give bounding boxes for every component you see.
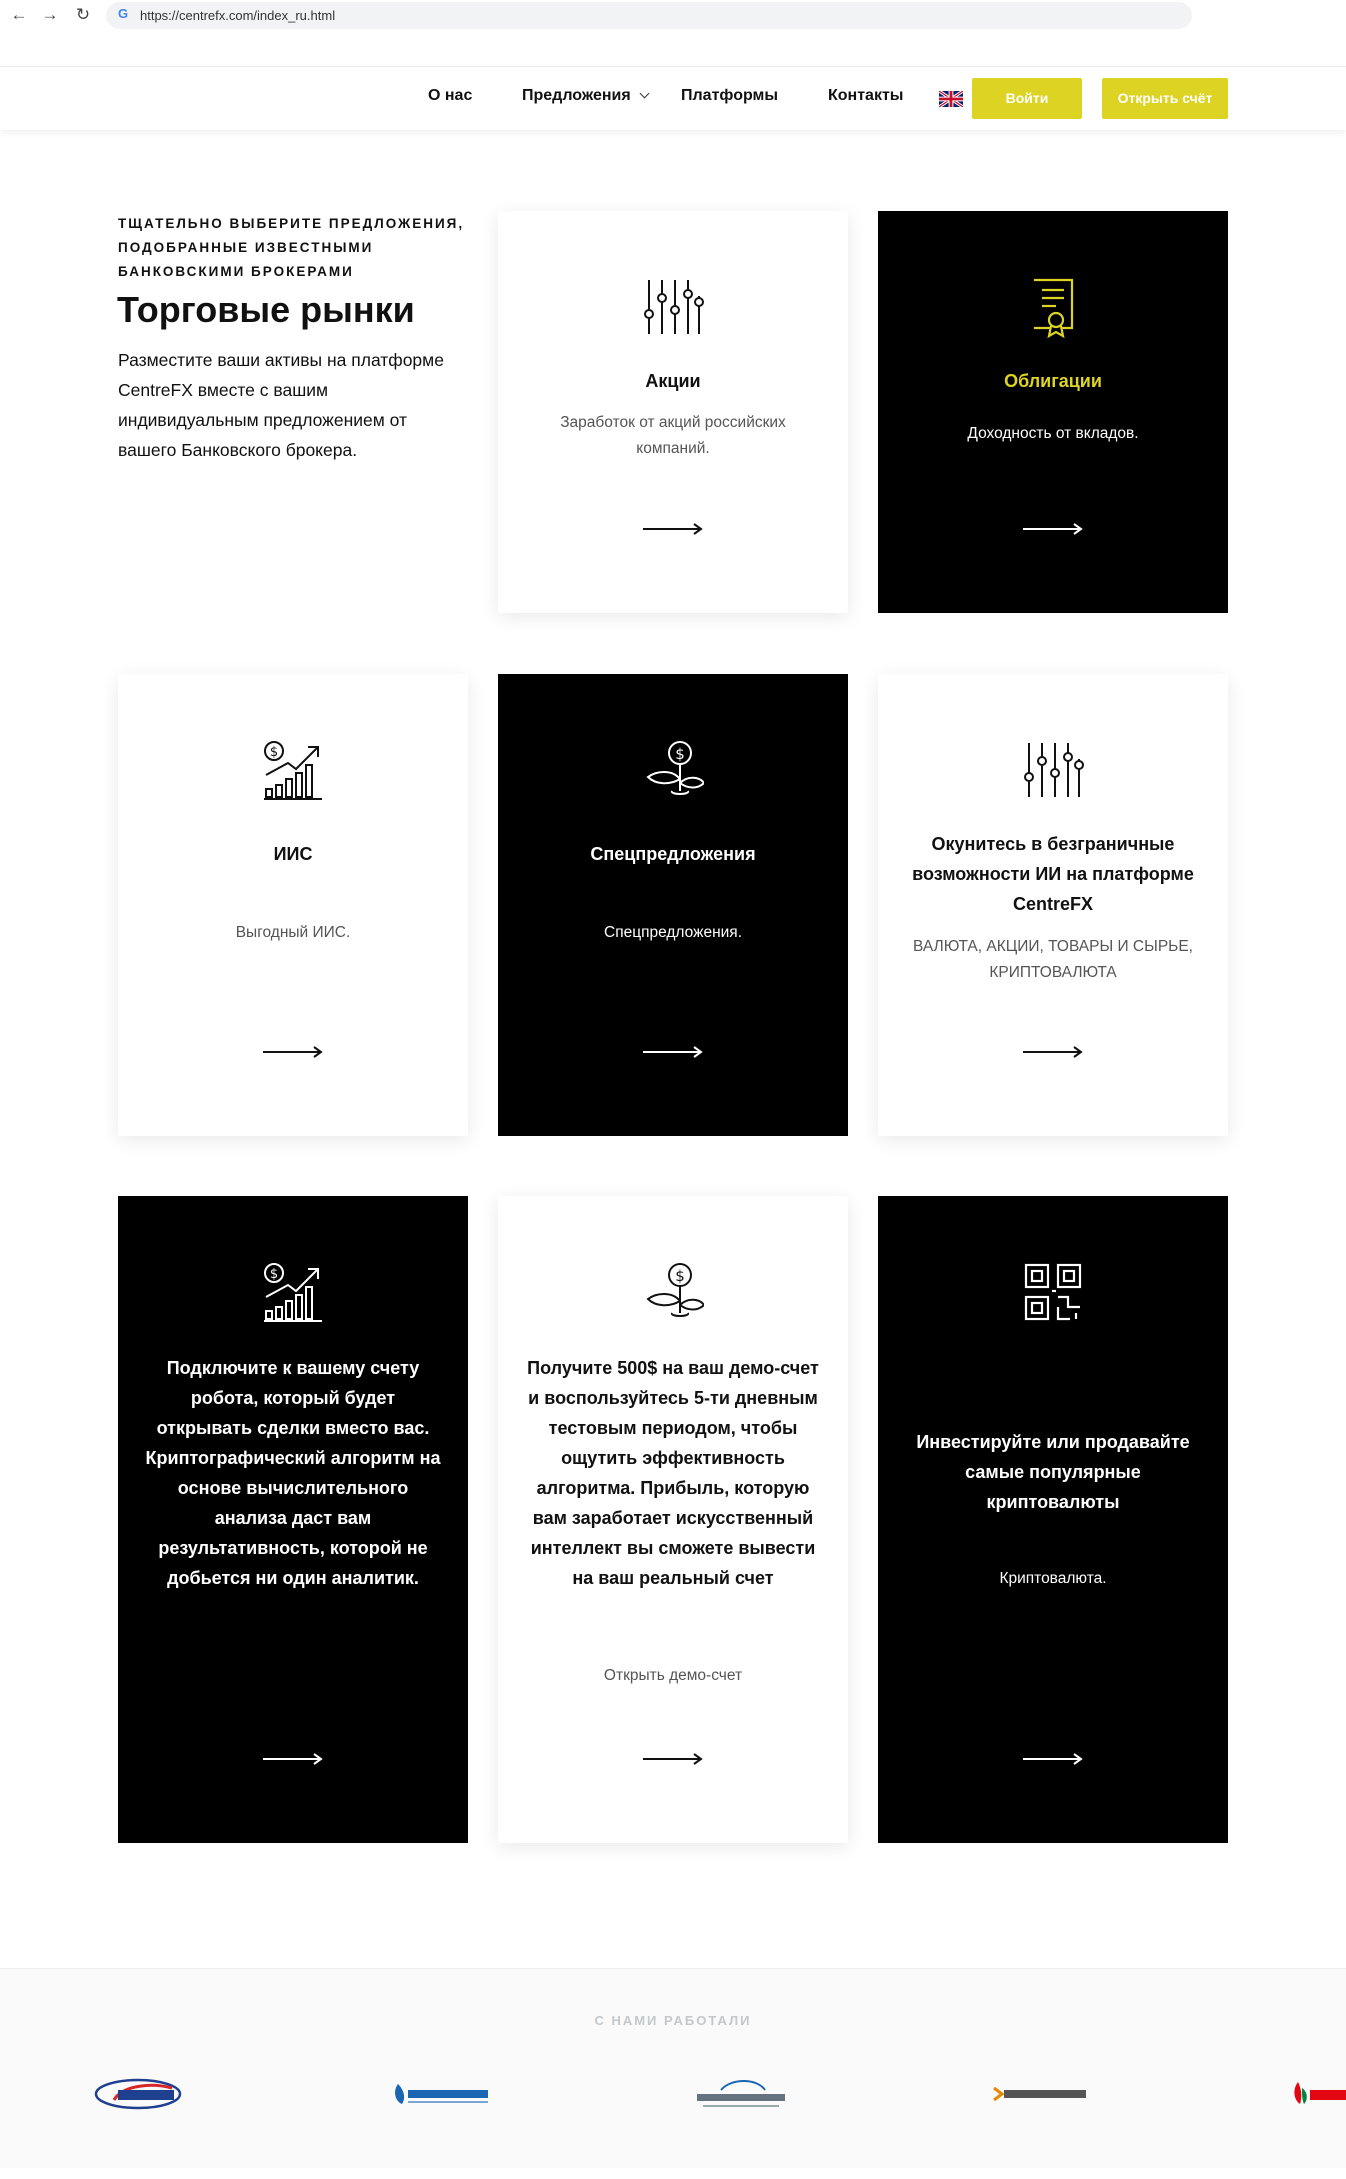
- card-title: Получите 500$ на ваш демо-счет и воспользуйтесь 5-ти дневным тестовым периодом, чтобы ощутить эффективность алгоритма. Прибыль, которую вам заработает искусственный интеллект вы сможете вывести на ваш реальный счет: [527, 1358, 819, 1588]
- browser-toolbar: [0, 0, 1346, 30]
- card-subtitle: ВАЛЮТА, АКЦИИ, ТОВАРЫ И СЫРЬЕ, КРИПТОВАЛЮТА: [913, 938, 1193, 981]
- card-subtitle: Выгодный ИИС.: [235, 924, 351, 941]
- login-button[interactable]: Войти: [972, 78, 1082, 119]
- certificate-icon: [1022, 276, 1084, 338]
- stroytransneftegaz-logo: [390, 2074, 494, 2114]
- hero-eyebrow: ТЩАТЕЛЬНО ВЫБЕРИТЕ ПРЕДЛОЖЕНИЯ, ПОДОБРАННЫЕ ИЗВЕСТНЫМИ БАНКОВСКИМИ БРОКЕРАМИ: [118, 216, 465, 279]
- nav-about[interactable]: [428, 87, 472, 105]
- svg-text:$: $: [269, 745, 279, 760]
- card-iis[interactable]: [118, 674, 468, 1136]
- nav-platforms[interactable]: [681, 87, 778, 105]
- nav-contacts-label: Контакты: [828, 87, 904, 104]
- tatneft-logo: [1290, 2074, 1346, 2114]
- reload-button[interactable]: ↻: [75, 5, 91, 24]
- russneft-logo: [92, 2074, 196, 2114]
- equalizer-icon: [1022, 739, 1084, 801]
- open-account-button[interactable]: Открыть счёт: [1102, 78, 1228, 119]
- card-title: Облигации: [1004, 371, 1102, 391]
- card-title: Подключите к вашему счету робота, который будет открывать сделки вместо вас. Криптографический алгоритм на основе вычислительного анализа даст вам результативность, которой не добьется ни один аналитик.: [145, 1358, 441, 1588]
- arrow-right-icon[interactable]: [643, 523, 703, 535]
- arrow-right-icon[interactable]: [643, 1046, 703, 1058]
- arrow-right-icon[interactable]: [1023, 1753, 1083, 1765]
- card-subtitle: Заработок от акций российских компаний.: [560, 414, 786, 457]
- url-text[interactable]: https://centrefx.com/index_ru.html: [140, 8, 336, 23]
- card-title: ИИС: [273, 844, 313, 864]
- partners-section: [0, 1968, 1346, 2168]
- svg-text:$: $: [269, 1267, 279, 1282]
- card-subtitle: Спецпредложения.: [604, 924, 742, 941]
- growth-chart-icon: [262, 1261, 324, 1323]
- hero-description: Разместите ваши активы на платформе CentreFX вместе с вашим индивидуальным предложением от вашего Банковского брокера.: [118, 350, 444, 460]
- chevron-down-icon: [639, 89, 649, 99]
- ucl-holding-logo: [693, 2074, 789, 2114]
- arrow-right-icon[interactable]: [263, 1753, 323, 1765]
- card-subtitle: Доходность от вкладов.: [967, 425, 1139, 442]
- card-title: Спецпредложения: [590, 844, 756, 864]
- nav-offers[interactable]: [522, 87, 648, 105]
- card-title: Акции: [645, 371, 701, 391]
- card-ai-markets[interactable]: [878, 674, 1228, 1136]
- arrow-right-icon[interactable]: [263, 1046, 323, 1058]
- google-icon: G: [118, 6, 129, 21]
- nav-about-label: О нас: [428, 87, 473, 104]
- money-plant-icon: [642, 1261, 704, 1323]
- nav-contacts[interactable]: [828, 87, 903, 105]
- back-button[interactable]: ←: [10, 5, 28, 24]
- card-demo-account[interactable]: [498, 1196, 848, 1843]
- card-stocks[interactable]: [498, 211, 848, 613]
- card-crypto[interactable]: [878, 1196, 1228, 1843]
- card-special-offers[interactable]: [498, 674, 848, 1136]
- arrow-right-icon[interactable]: [1023, 1046, 1083, 1058]
- nav-offers-label: Предложения: [522, 87, 631, 104]
- uk-flag-icon[interactable]: [939, 91, 963, 107]
- card-subtitle: Криптовалюта.: [999, 1570, 1107, 1587]
- page-title: Торговые рынки: [117, 289, 415, 330]
- partners-heading: С НАМИ РАБОТАЛИ: [594, 2013, 752, 2028]
- card-title: Инвестируйте или продавайте самые популярные криптовалюты: [916, 1432, 1190, 1512]
- equalizer-icon: [642, 276, 704, 338]
- card-title: Окунитесь в безграничные возможности ИИ на платформе CentreFX: [912, 834, 1194, 914]
- nav-platforms-label: Платформы: [681, 87, 779, 104]
- svg-text:$: $: [675, 1267, 685, 1285]
- card-trading-robot[interactable]: [118, 1196, 468, 1843]
- address-bar[interactable]: [106, 2, 1192, 29]
- forward-button[interactable]: →: [41, 5, 59, 24]
- x5-retail-group-logo: [992, 2074, 1090, 2114]
- arrow-right-icon[interactable]: [643, 1753, 703, 1765]
- growth-chart-icon: [262, 739, 324, 801]
- open-demo-link[interactable]: Открыть демо-счет: [603, 1667, 743, 1684]
- arrow-right-icon[interactable]: [1023, 523, 1083, 535]
- money-plant-icon: [642, 739, 704, 801]
- card-bonds[interactable]: [878, 211, 1228, 613]
- qr-code-icon: [1022, 1261, 1084, 1323]
- site-header: [0, 66, 1346, 130]
- svg-text:$: $: [675, 745, 685, 763]
